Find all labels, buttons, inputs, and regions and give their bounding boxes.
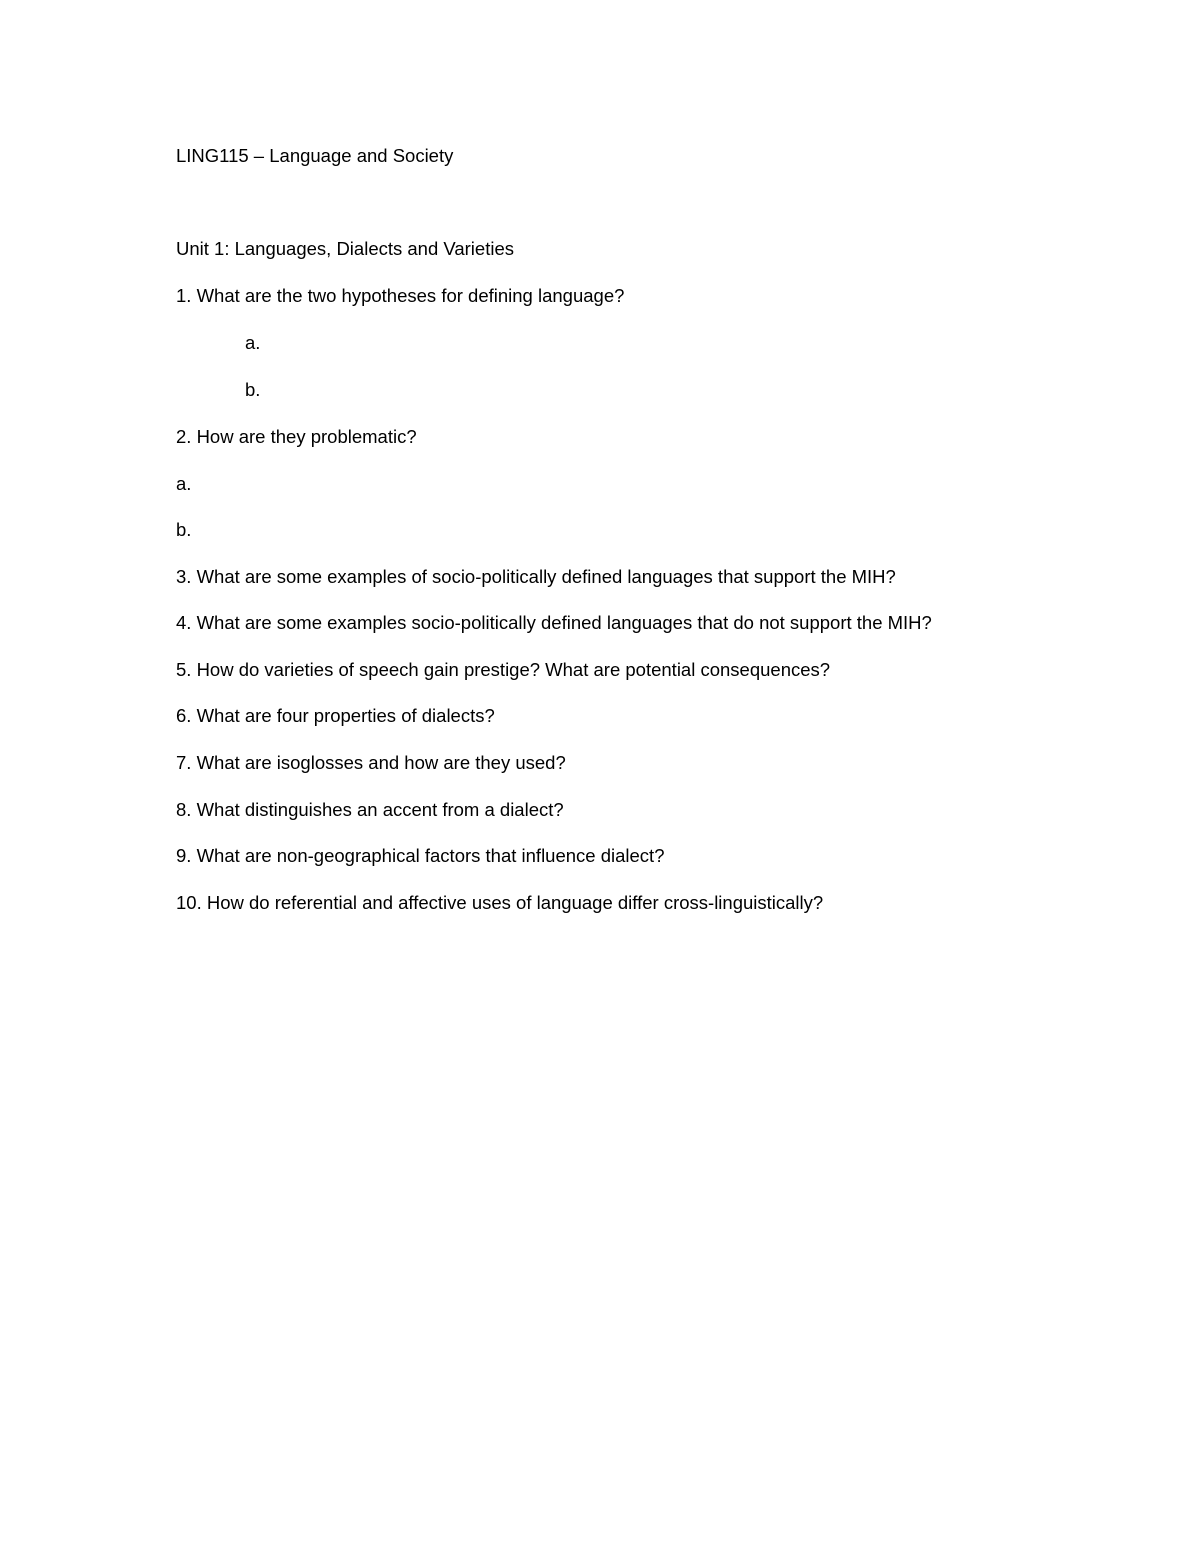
question-2-item-a: a.	[176, 473, 192, 494]
question-8: 8. What distinguishes an accent from a dialect?	[176, 799, 564, 820]
question-9: 9. What are non-geographical factors that influence dialect?	[176, 845, 665, 866]
question-10: 10. How do referential and affective uses of language differ cross-linguistically?	[176, 892, 824, 913]
question-2: 2. How are they problematic?	[176, 426, 417, 447]
document-title: LING115 – Language and Society	[176, 145, 454, 166]
question-5: 5. How do varieties of speech gain prestige? What are potential consequences?	[176, 659, 831, 680]
question-6: 6. What are four properties of dialects?	[176, 705, 495, 726]
question-1-item-a: a.	[245, 332, 261, 353]
unit-heading: Unit 1: Languages, Dialects and Varieties	[176, 238, 514, 259]
question-2-item-b: b.	[176, 519, 192, 540]
question-1-item-b: b.	[245, 379, 261, 400]
question-7: 7. What are isoglosses and how are they used?	[176, 752, 566, 773]
question-3: 3. What are some examples of socio-politically defined languages that support the MIH?	[176, 566, 896, 587]
question-4: 4. What are some examples socio-politically defined languages that do not support the MIH?	[176, 612, 932, 633]
question-1: 1. What are the two hypotheses for defining language?	[176, 285, 625, 306]
